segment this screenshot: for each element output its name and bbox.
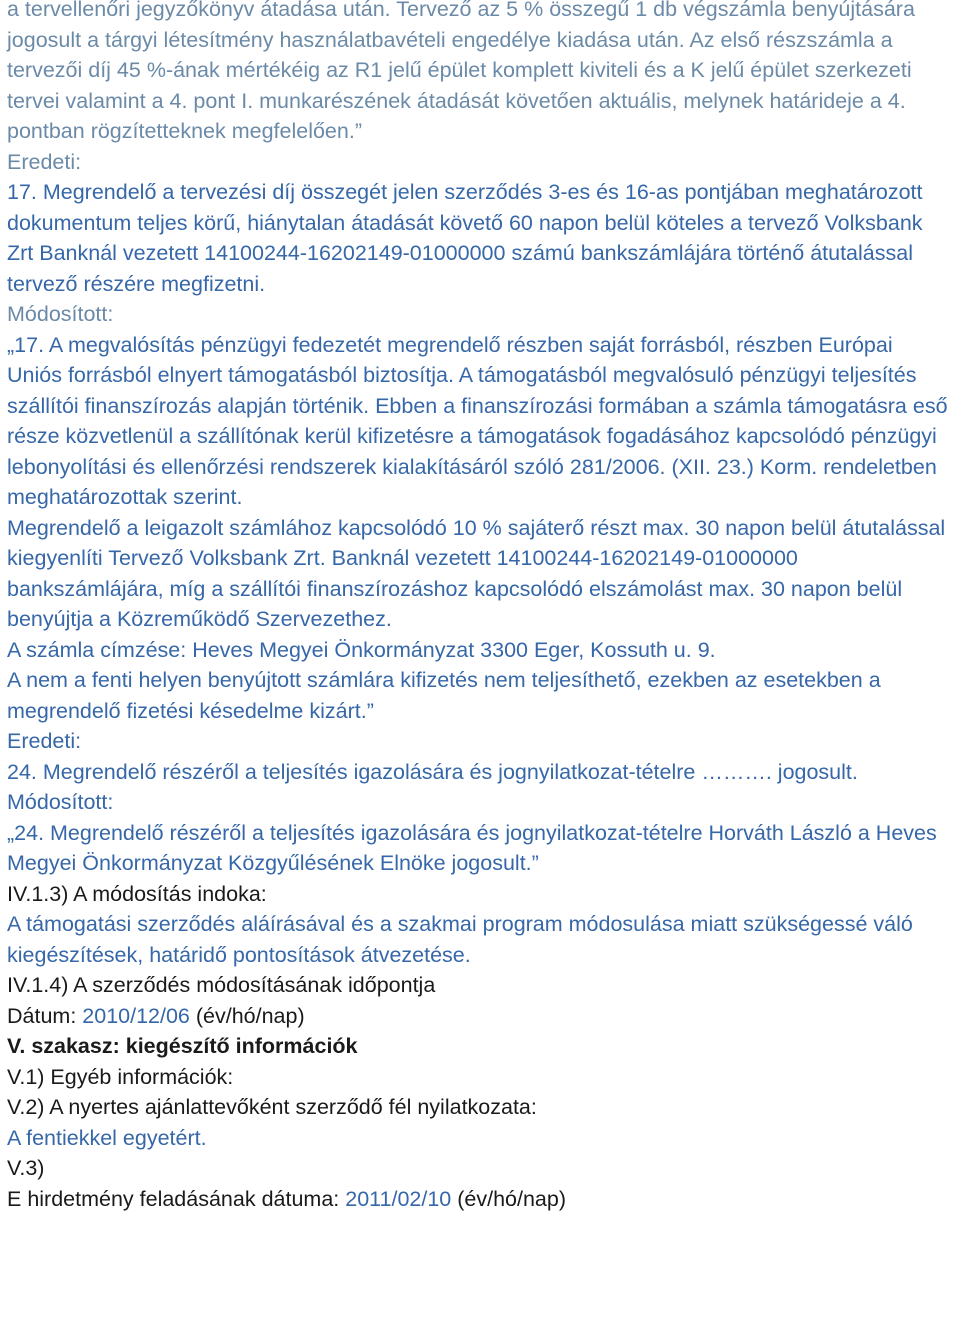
label-original-17: Eredeti: xyxy=(7,149,82,174)
dispatch-date-label: E hirdetmény feladásának dátuma: xyxy=(7,1186,346,1211)
section-v-heading: V. szakasz: kiegészítő információk xyxy=(7,1034,358,1058)
section-v2-label: V.2) A nyertes ajánlattevőként szerződő fél nyilatkozata: xyxy=(7,1095,537,1119)
label-original-24: Eredeti: xyxy=(7,729,82,753)
paragraph-24-original: 24. Megrendelő részéről a teljesítés igazolására és jognyilatkozat-tételre ………. jogosult. xyxy=(7,759,858,784)
section-iv13-text: A támogatási szerződés aláírásával és a szakmai program módosulása miatt szükségessé váló kiegészítések, határidő pontosítások átvezetése. xyxy=(7,912,913,967)
paragraph-17-original: 17. Megrendelő a tervezési díj összegét jelen szerződés 3-es és 16-as pontjában meghatározott dokumentum teljes körű, hiánytalan átadását követő 60 napon belül köteles a tervező Volksbank Zrt Banknál vezetett 14100244-16202149-01000000 számú bankszámlájára történő átutalással tervező részére megfizetni. xyxy=(7,180,923,296)
paragraph-invoice-address: A számla címzése: Heves Megyei Önkormányzat 3300 Eger, Kossuth u. 9. xyxy=(7,637,716,662)
section-v3-label: V.3) xyxy=(7,1156,45,1180)
section-v1-label: V.1) Egyéb információk: xyxy=(7,1064,234,1089)
date-label: Dátum: xyxy=(7,1003,83,1028)
paragraph-final-invoice: a tervellenőri jegyzőkönyv átadása után. Tervező az 5 % összegű 1 db végszámla benyújtására jogosult a tárgyi létesítmény használatbavételi engedélye kiadása után. Az első részszámla a tervezői díj 45 %-ának mértékéig az R1 jelű épület komplett kiviteli és a K jelű épület szerkezeti tervei valamint a 4. pont I. munkarészének átadását követően aktuális, melynek határideje a 4. pontban rögzítetteknek megfelelően.” xyxy=(7,0,915,143)
dispatch-date-value: 2011/02/10 xyxy=(345,1186,452,1211)
section-iv13-label: IV.1.3) A módosítás indoka: xyxy=(7,881,267,906)
date-format: (év/hó/nap) xyxy=(189,1003,305,1028)
paragraph-24-modified: „24. Megrendelő részéről a teljesítés igazolására és jognyilatkozat-tételre Horváth László a Heves Megyei Önkormányzat Közgyűlésének Elnöke jogosult.” xyxy=(7,820,937,875)
label-modified-17: Módosított: xyxy=(7,302,114,326)
date-value: 2010/12/06 xyxy=(82,1003,190,1028)
dispatch-date-line xyxy=(7,1184,953,1215)
document-page xyxy=(7,0,953,1214)
dispatch-date-format: (év/hó/nap) xyxy=(451,1186,566,1211)
paragraph-payment-restriction: A nem a fenti helyen benyújtott számlára kifizetés nem teljesíthető, ezekben az esetekben a megrendelő fizetési késedelme kizárt.” xyxy=(7,668,881,723)
modification-date-line xyxy=(7,1001,953,1032)
section-v2-text: A fentiekkel egyetért. xyxy=(7,1125,207,1150)
label-modified-24: Módosított: xyxy=(7,790,114,814)
paragraph-own-contribution: Megrendelő a leigazolt számlához kapcsolódó 10 % sajáterő részt max. 30 napon belül átutalással kiegyenlíti Tervező Volksbank Zrt. Banknál vezetett 14100244-16202149-01000000 bankszámlájára, míg a szállítói finanszírozáshoz kapcsolódó elszámolást max. 30 napon belül benyújtja a Közreműködő Szervezethez. xyxy=(7,515,946,631)
section-iv14-label: IV.1.4) A szerződés módosításának időpontja xyxy=(7,973,436,997)
paragraph-17-modified: „17. A megvalósítás pénzügyi fedezetét megrendelő részben saját forrásból, részben Európai Uniós forrásból elnyert támogatásból biztosítja. A támogatásból megvalósuló pénzügyi teljesítés szállítói finanszírozás alapján történik. Ebben a finanszírozási formában a számla támogatásra eső része közvetlenül a szállítónak kerül kifizetésre a támogatások fogadásához kapcsolódó pénzügyi lebonyolítási és ellenőrzési rendszerek kialakításáról szóló 281/2006. (XII. 23.) Korm. rendeletben meghatározottak szerint. xyxy=(7,332,948,509)
